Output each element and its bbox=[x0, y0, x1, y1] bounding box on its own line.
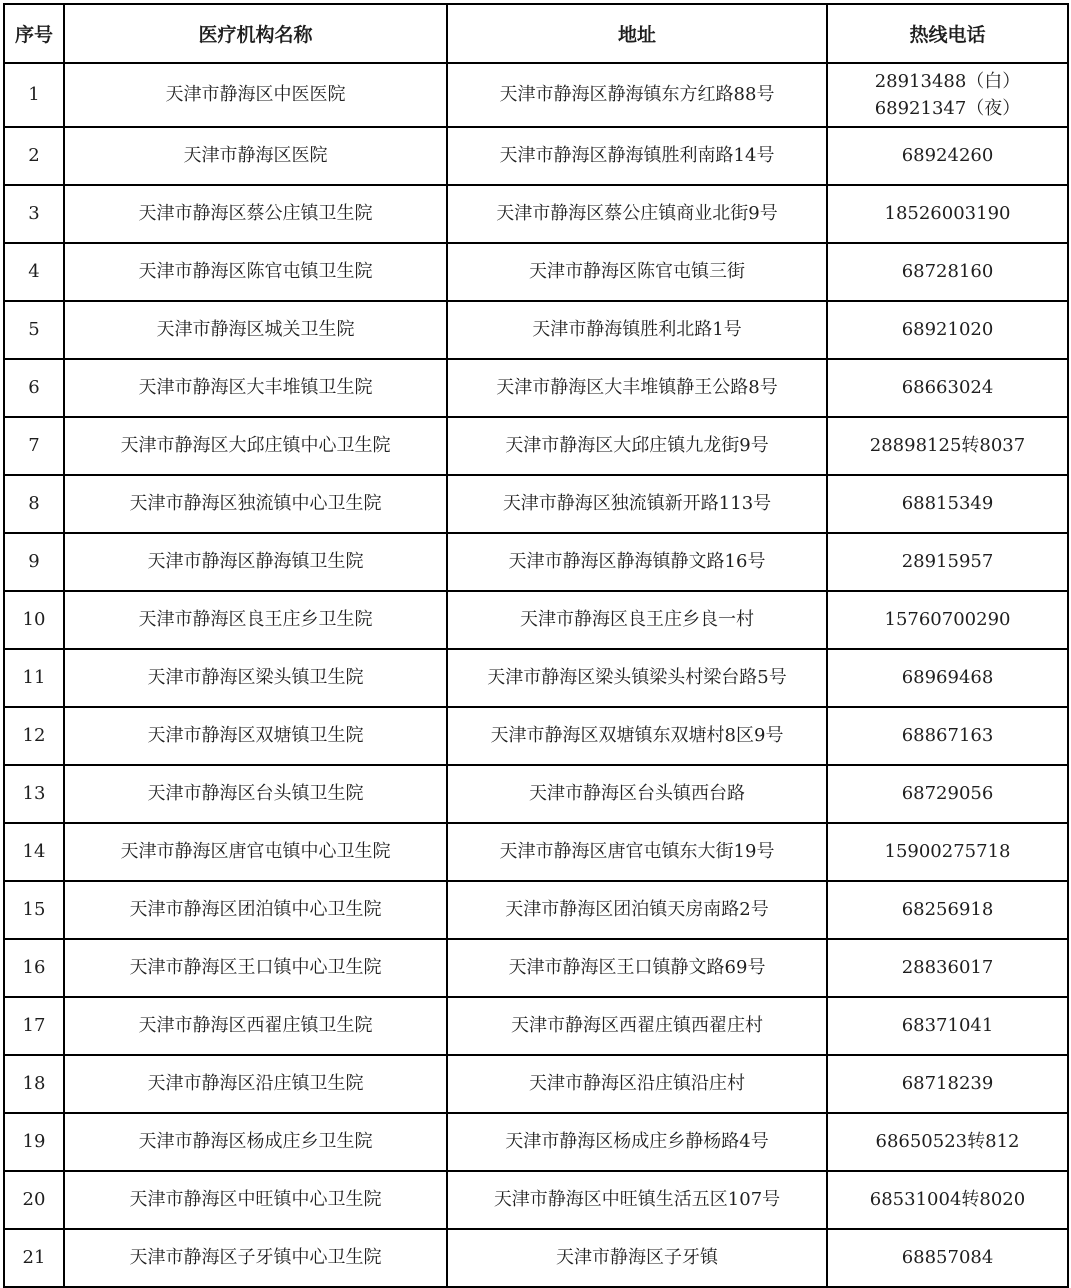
institution-name-cell: 天津市静海区沿庄镇卫生院 bbox=[64, 1055, 447, 1113]
address-cell: 天津市静海区蔡公庄镇商业北街9号 bbox=[447, 185, 827, 243]
table-row bbox=[4, 1055, 1068, 1113]
phone-cell: 68815349 bbox=[827, 475, 1068, 533]
institution-name-cell: 天津市静海区中医医院 bbox=[64, 63, 447, 127]
address-cell: 天津市静海区双塘镇东双塘村8区9号 bbox=[447, 707, 827, 765]
phone-cell: 68969468 bbox=[827, 649, 1068, 707]
phone-cell: 68857084 bbox=[827, 1229, 1068, 1287]
table-row bbox=[4, 939, 1068, 997]
header-no: 序号 bbox=[4, 4, 64, 63]
phone-cell: 28915957 bbox=[827, 533, 1068, 591]
table-row bbox=[4, 127, 1068, 185]
row-number-cell: 7 bbox=[4, 417, 64, 475]
phone-cell: 68921020 bbox=[827, 301, 1068, 359]
address-cell: 天津市静海区子牙镇 bbox=[447, 1229, 827, 1287]
phone-cell: 28836017 bbox=[827, 939, 1068, 997]
row-number-cell: 16 bbox=[4, 939, 64, 997]
table-row bbox=[4, 765, 1068, 823]
institution-name-cell: 天津市静海区城关卫生院 bbox=[64, 301, 447, 359]
institution-name-cell: 天津市静海区医院 bbox=[64, 127, 447, 185]
table-row bbox=[4, 823, 1068, 881]
phone-day: 28913488（白） bbox=[874, 71, 1021, 92]
address-cell: 天津市静海区独流镇新开路113号 bbox=[447, 475, 827, 533]
row-number-cell: 1 bbox=[4, 63, 64, 127]
institution-name-cell: 天津市静海区中旺镇中心卫生院 bbox=[64, 1171, 447, 1229]
institution-name-cell: 天津市静海区王口镇中心卫生院 bbox=[64, 939, 447, 997]
institution-name-cell: 天津市静海区唐官屯镇中心卫生院 bbox=[64, 823, 447, 881]
header-address: 地址 bbox=[447, 4, 827, 63]
institution-name-cell: 天津市静海区蔡公庄镇卫生院 bbox=[64, 185, 447, 243]
phone-cell: 68531004转8020 bbox=[827, 1171, 1068, 1229]
address-cell: 天津市静海区静海镇胜利南路14号 bbox=[447, 127, 827, 185]
institution-name-cell: 天津市静海区独流镇中心卫生院 bbox=[64, 475, 447, 533]
phone-cell: 68924260 bbox=[827, 127, 1068, 185]
address-cell: 天津市静海区大丰堆镇静王公路8号 bbox=[447, 359, 827, 417]
phone-cell: 68256918 bbox=[827, 881, 1068, 939]
table-row bbox=[4, 63, 1068, 127]
row-number-cell: 12 bbox=[4, 707, 64, 765]
phone-cell bbox=[827, 63, 1068, 127]
row-number-cell: 14 bbox=[4, 823, 64, 881]
institution-name-cell: 天津市静海区杨成庄乡卫生院 bbox=[64, 1113, 447, 1171]
address-cell: 天津市静海区大邱庄镇九龙街9号 bbox=[447, 417, 827, 475]
institution-name-cell: 天津市静海区陈官屯镇卫生院 bbox=[64, 243, 447, 301]
address-cell: 天津市静海区良王庄乡良一村 bbox=[447, 591, 827, 649]
row-number-cell: 8 bbox=[4, 475, 64, 533]
institution-name-cell: 天津市静海区静海镇卫生院 bbox=[64, 533, 447, 591]
table-row bbox=[4, 649, 1068, 707]
table-row bbox=[4, 417, 1068, 475]
address-cell: 天津市静海镇胜利北路1号 bbox=[447, 301, 827, 359]
institution-name-cell: 天津市静海区台头镇卫生院 bbox=[64, 765, 447, 823]
phone-cell: 68867163 bbox=[827, 707, 1068, 765]
header-phone: 热线电话 bbox=[827, 4, 1068, 63]
row-number-cell: 2 bbox=[4, 127, 64, 185]
table-row bbox=[4, 301, 1068, 359]
table-row bbox=[4, 475, 1068, 533]
phone-cell: 68371041 bbox=[827, 997, 1068, 1055]
address-cell: 天津市静海区静海镇静文路16号 bbox=[447, 533, 827, 591]
address-cell: 天津市静海区台头镇西台路 bbox=[447, 765, 827, 823]
address-cell: 天津市静海区团泊镇天房南路2号 bbox=[447, 881, 827, 939]
phone-cell: 68729056 bbox=[827, 765, 1068, 823]
table-row bbox=[4, 185, 1068, 243]
table-row bbox=[4, 1113, 1068, 1171]
table-row bbox=[4, 243, 1068, 301]
table-row bbox=[4, 359, 1068, 417]
institution-name-cell: 天津市静海区大丰堆镇卫生院 bbox=[64, 359, 447, 417]
address-cell: 天津市静海区梁头镇梁头村梁台路5号 bbox=[447, 649, 827, 707]
institution-name-cell: 天津市静海区梁头镇卫生院 bbox=[64, 649, 447, 707]
row-number-cell: 3 bbox=[4, 185, 64, 243]
phone-night: 68921347（夜） bbox=[874, 98, 1021, 119]
institution-name-cell: 天津市静海区西翟庄镇卫生院 bbox=[64, 997, 447, 1055]
row-number-cell: 15 bbox=[4, 881, 64, 939]
header-row bbox=[4, 4, 1068, 63]
hospital-hotline-table bbox=[3, 3, 1069, 1288]
institution-name-cell: 天津市静海区子牙镇中心卫生院 bbox=[64, 1229, 447, 1287]
table-row bbox=[4, 591, 1068, 649]
address-cell: 天津市静海区沿庄镇沿庄村 bbox=[447, 1055, 827, 1113]
table-row bbox=[4, 707, 1068, 765]
row-number-cell: 4 bbox=[4, 243, 64, 301]
table-row bbox=[4, 1171, 1068, 1229]
address-cell: 天津市静海区王口镇静文路69号 bbox=[447, 939, 827, 997]
row-number-cell: 21 bbox=[4, 1229, 64, 1287]
row-number-cell: 11 bbox=[4, 649, 64, 707]
row-number-cell: 20 bbox=[4, 1171, 64, 1229]
phone-cell: 68650523转812 bbox=[827, 1113, 1068, 1171]
row-number-cell: 13 bbox=[4, 765, 64, 823]
phone-cell: 68663024 bbox=[827, 359, 1068, 417]
phone-cell: 28898125转8037 bbox=[827, 417, 1068, 475]
address-cell: 天津市静海区西翟庄镇西翟庄村 bbox=[447, 997, 827, 1055]
institution-name-cell: 天津市静海区团泊镇中心卫生院 bbox=[64, 881, 447, 939]
institution-name-cell: 天津市静海区大邱庄镇中心卫生院 bbox=[64, 417, 447, 475]
table-row bbox=[4, 533, 1068, 591]
address-cell: 天津市静海区陈官屯镇三街 bbox=[447, 243, 827, 301]
address-cell: 天津市静海区静海镇东方红路88号 bbox=[447, 63, 827, 127]
address-cell: 天津市静海区唐官屯镇东大街19号 bbox=[447, 823, 827, 881]
address-cell: 天津市静海区杨成庄乡静杨路4号 bbox=[447, 1113, 827, 1171]
row-number-cell: 18 bbox=[4, 1055, 64, 1113]
phone-cell: 68718239 bbox=[827, 1055, 1068, 1113]
institution-name-cell: 天津市静海区双塘镇卫生院 bbox=[64, 707, 447, 765]
table-row bbox=[4, 997, 1068, 1055]
row-number-cell: 9 bbox=[4, 533, 64, 591]
row-number-cell: 6 bbox=[4, 359, 64, 417]
row-number-cell: 5 bbox=[4, 301, 64, 359]
row-number-cell: 17 bbox=[4, 997, 64, 1055]
phone-cell: 15760700290 bbox=[827, 591, 1068, 649]
phone-cell: 18526003190 bbox=[827, 185, 1068, 243]
phone-cell: 68728160 bbox=[827, 243, 1068, 301]
institution-name-cell: 天津市静海区良王庄乡卫生院 bbox=[64, 591, 447, 649]
phone-cell: 15900275718 bbox=[827, 823, 1068, 881]
header-name: 医疗机构名称 bbox=[64, 4, 447, 63]
row-number-cell: 19 bbox=[4, 1113, 64, 1171]
row-number-cell: 10 bbox=[4, 591, 64, 649]
table-row bbox=[4, 881, 1068, 939]
address-cell: 天津市静海区中旺镇生活五区107号 bbox=[447, 1171, 827, 1229]
